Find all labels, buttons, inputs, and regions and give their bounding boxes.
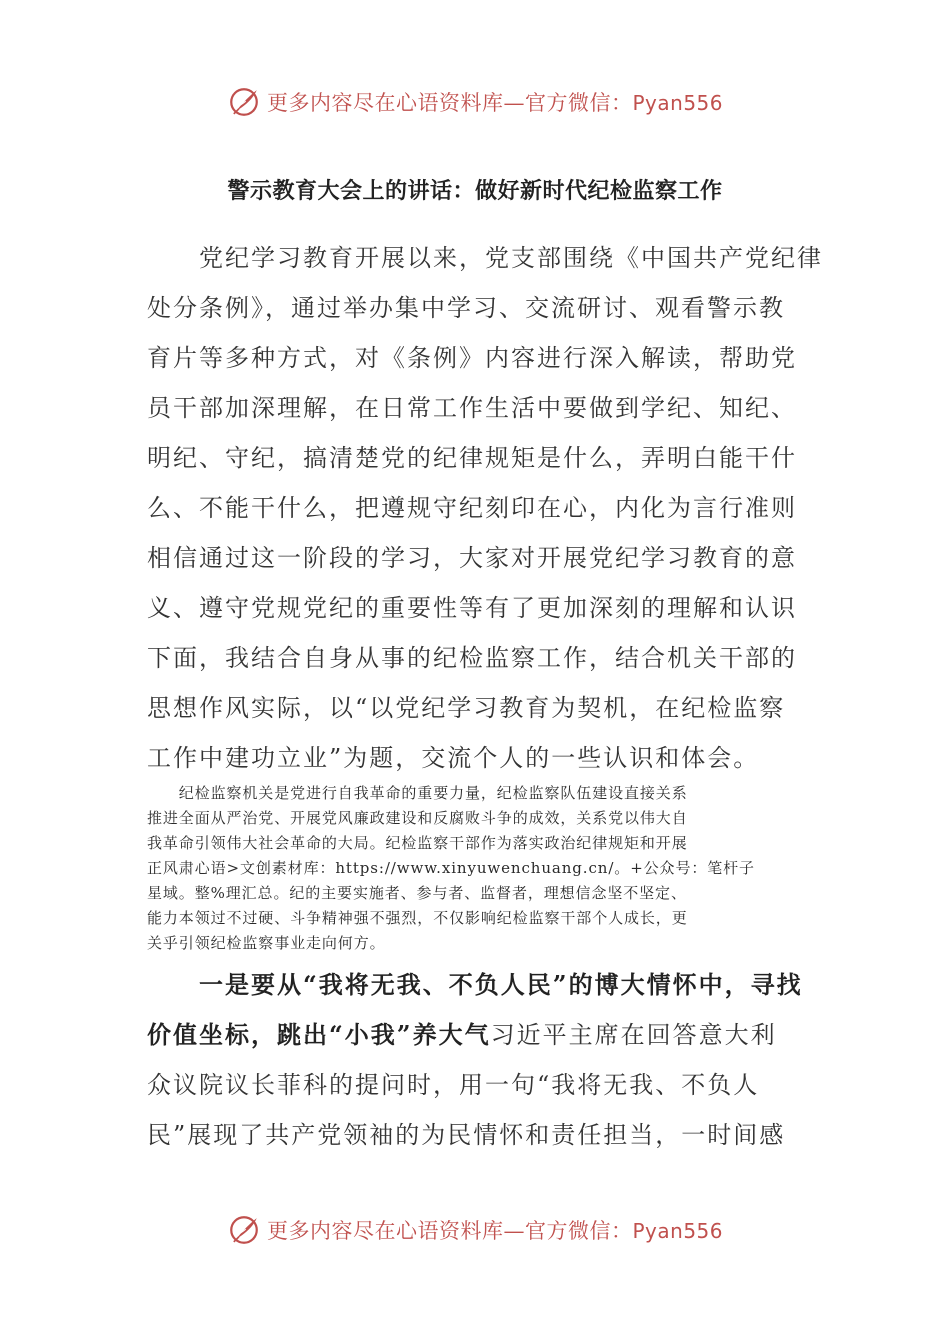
text-line: 下面，我结合自身从事的纪检监察工作，结合机关干部的: [147, 644, 797, 672]
text-line: 民”展现了共产党领袖的为民情怀和责任担当，一时间感: [147, 1121, 786, 1149]
banner-text-wechat-id: Pyan556: [632, 91, 723, 115]
paragraph-intro: [147, 233, 823, 783]
banner-content: [227, 1213, 723, 1247]
text-line: 关乎引领纪检监察事业走向何方。: [147, 934, 386, 952]
text-line: 相信通过这一阶段的学习，大家对开展党纪学习教育的意: [147, 544, 797, 572]
text-line: 众议院议长菲科的提问时，用一句“我将无我、不负人: [147, 1071, 760, 1099]
footer-banner: [0, 1210, 950, 1250]
banner-content: [227, 85, 723, 119]
quill-logo-icon: [227, 85, 261, 119]
text-line: 明纪、守纪，搞清楚党的纪律规矩是什么，弄明白能干什: [147, 444, 797, 472]
paragraph-point-one: [147, 960, 807, 1160]
text-line: 能力本领过不过硬、斗争精神强不强烈，不仅影响纪检监察干部个人成长，更: [147, 909, 688, 927]
section-heading-line: 一是要从“我将无我、不负人民”的博大情怀中，寻找: [147, 970, 803, 999]
text-line: 纪检监察机关是党进行自我革命的重要力量，纪检监察队伍建设直接关系: [147, 784, 688, 802]
header-banner: [0, 82, 950, 122]
text-line: 我革命引领伟大社会革命的大局。纪检监察干部作为落实政治纪律规矩和开展: [147, 834, 688, 852]
text-line: 员干部加深理解，在日常工作生活中要做到学纪、知纪、: [147, 394, 797, 422]
document-title: 警示教育大会上的讲话：做好新时代纪检监察工作: [227, 178, 723, 204]
section-heading-end: 价值坐标，跳出“小我”养大气: [147, 1020, 491, 1049]
quill-logo-icon: [227, 1213, 261, 1247]
banner-text: [267, 1215, 723, 1245]
text-line: 处分条例》，通过举办集中学习、交流研讨、观看警示教: [147, 294, 785, 322]
banner-text-wechat-id: Pyan556: [632, 1219, 723, 1243]
text-run: 习近平主席在回答意大利: [490, 1021, 777, 1049]
text-line: 推进全面从严治党、开展党风廉政建设和反腐败斗争的成效，关系党以伟大自: [147, 809, 688, 827]
text-line: 义、遵守党规党纪的重要性等有了更加深刻的理解和认识: [147, 594, 797, 622]
text-line: 正风肃心语>文创素材库：https://www.xinyuwenchuang.cn/。+公众号：笔杆子: [147, 859, 755, 877]
banner-text-cn: 更多内容尽在心语资料库—官方微信：: [266, 91, 633, 115]
text-line: 育片等多种方式，对《条例》内容进行深入解读，帮助党: [147, 344, 797, 372]
text-line: 工作中建功立业”为题，交流个人的一些认识和体会。: [147, 744, 760, 772]
text-line: 么、不能干什么，把遵规守纪刻印在心，内化为言行准则: [147, 494, 797, 522]
text-line: [147, 1010, 807, 1060]
banner-text: [267, 87, 723, 117]
text-line: 党纪学习教育开展以来，党支部围绕《中国共产党纪律: [147, 244, 823, 272]
text-line: 星域。整%理汇总。纪的主要实施者、参与者、监督者，理想信念坚不坚定、: [147, 884, 687, 902]
text-line: 思想作风实际，以“以党纪学习教育为契机，在纪检监察: [147, 694, 786, 722]
banner-text-cn: 更多内容尽在心语资料库—官方微信：: [266, 1219, 633, 1243]
paragraph-small-print: [147, 781, 807, 956]
